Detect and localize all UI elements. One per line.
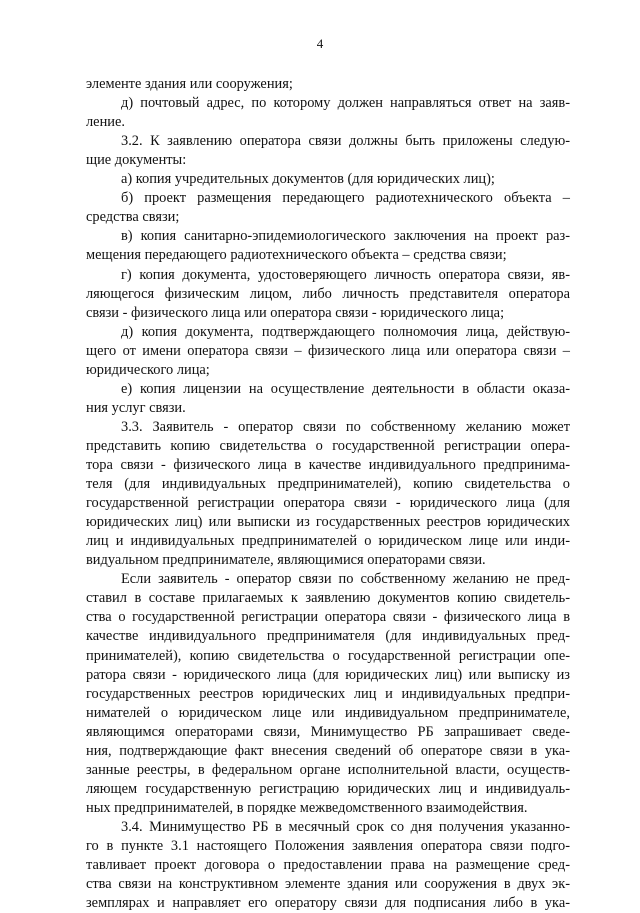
text-line: ства связи на конструктивном элементе здания или сооружения в двух эк- (86, 876, 570, 893)
text-line: г) копия документа, удостоверяющего личность оператора связи, яв- (121, 266, 570, 283)
text-line: юридических лиц) или выписки из государственных реестров юридических (86, 514, 570, 531)
text-line: земплярах и направляет его оператору связи для подписания либо в ука- (86, 895, 570, 912)
text-line: ния услуг связи. (86, 399, 186, 416)
text-line: ляющегося физическим лицом, либо личность представителя оператора (86, 285, 570, 302)
text-line: государственной регистрации оператора связи - юридического лица (для (86, 495, 570, 512)
text-line: средства связи; (86, 209, 180, 226)
text-line: мещения передающего радиотехнического объекта – средства связи; (86, 247, 507, 264)
page-number: 4 (316, 36, 324, 51)
text-line: видуальном предпринимателе, являющимися операторами связи. (86, 552, 486, 569)
text-line: представить копию свидетельства о государственной регистрации опера- (86, 437, 570, 454)
text-line: 3.4. Минимущество РБ в месячный срок со дня получения указанно- (121, 818, 570, 835)
text-line: теля (для индивидуальных предпринимателей), копию свидетельства о (86, 476, 570, 493)
text-line: тора связи - физического лица в качестве индивидуального предпринима- (86, 457, 570, 473)
text-line: е) копия лицензии на осуществление деятельности в области оказа- (121, 380, 570, 397)
text-line: ных предпринимателей, в порядке межведомственного взаимодействия. (86, 799, 528, 816)
text-line: ление. (86, 114, 125, 131)
text-line: нимателей о юридическом лице или индивидуальном предпринимателе, (86, 704, 570, 721)
text-line: ния, подтверждающие факт внесения сведений об операторе связи в ука- (86, 742, 570, 759)
text-line: ляющем государственную регистрацию юридических лиц и индивидуаль- (86, 780, 570, 797)
text-line: тавливает проект договора о предоставлении права на размещение сред- (86, 857, 570, 874)
text-line: д) почтовый адрес, по которому должен направляться ответ на заяв- (121, 95, 570, 112)
text-line: 3.3. Заявитель - оператор связи по собственному желанию может (121, 418, 570, 435)
text-line: принимателей), копию свидетельства о государственной регистрации опе- (86, 647, 570, 664)
text-line: государственных реестров юридических лиц и индивидуальных предпри- (86, 685, 570, 702)
text-line: занные реестры, в федеральном органе исполнительной власти, осуществ- (86, 761, 570, 778)
text-line: ства о государственной регистрации оператора связи - физического лица в (86, 609, 570, 626)
text-line: щего от имени оператора связи – физического лица или оператора связи – (86, 342, 570, 359)
text-line: являющимся операторами связи, Минимущество РБ запрашивает сведе- (86, 723, 570, 740)
text-line: го в пункте 3.1 настоящего Положения заявления оператора связи подго- (86, 838, 570, 854)
text-line: д) копия документа, подтверждающего полномочия лица, действую- (121, 323, 570, 340)
text-line: 3.2. К заявлению оператора связи должны быть приложены следую- (121, 133, 570, 150)
text-line: щие документы: (86, 152, 187, 169)
text-line: ставил в составе прилагаемых к заявлению документов копию свидетель- (86, 590, 570, 607)
text-line: элементе здания или сооружения; (86, 76, 293, 92)
text-line: ратора связи - юридического лица (для юридических лиц) или выписку из (86, 666, 570, 683)
text-line: связи - физического лица или оператора связи - юридического лица; (86, 304, 505, 321)
text-line: лиц и индивидуальных предпринимателей о юридическом лице или инди- (86, 533, 570, 550)
text-line: юридического лица; (86, 361, 210, 378)
text-line: Если заявитель - оператор связи по собственному желанию не пред- (121, 571, 570, 588)
text-line: качестве индивидуального предпринимателя (для индивидуальных пред- (86, 628, 570, 645)
text-line: в) копия санитарно-эпидемиологического заключения на проект раз- (121, 228, 570, 245)
text-line: б) проект размещения передающего радиотехнического объекта – (121, 190, 570, 207)
text-line: а) копия учредительных документов (для юридических лиц); (121, 171, 495, 188)
